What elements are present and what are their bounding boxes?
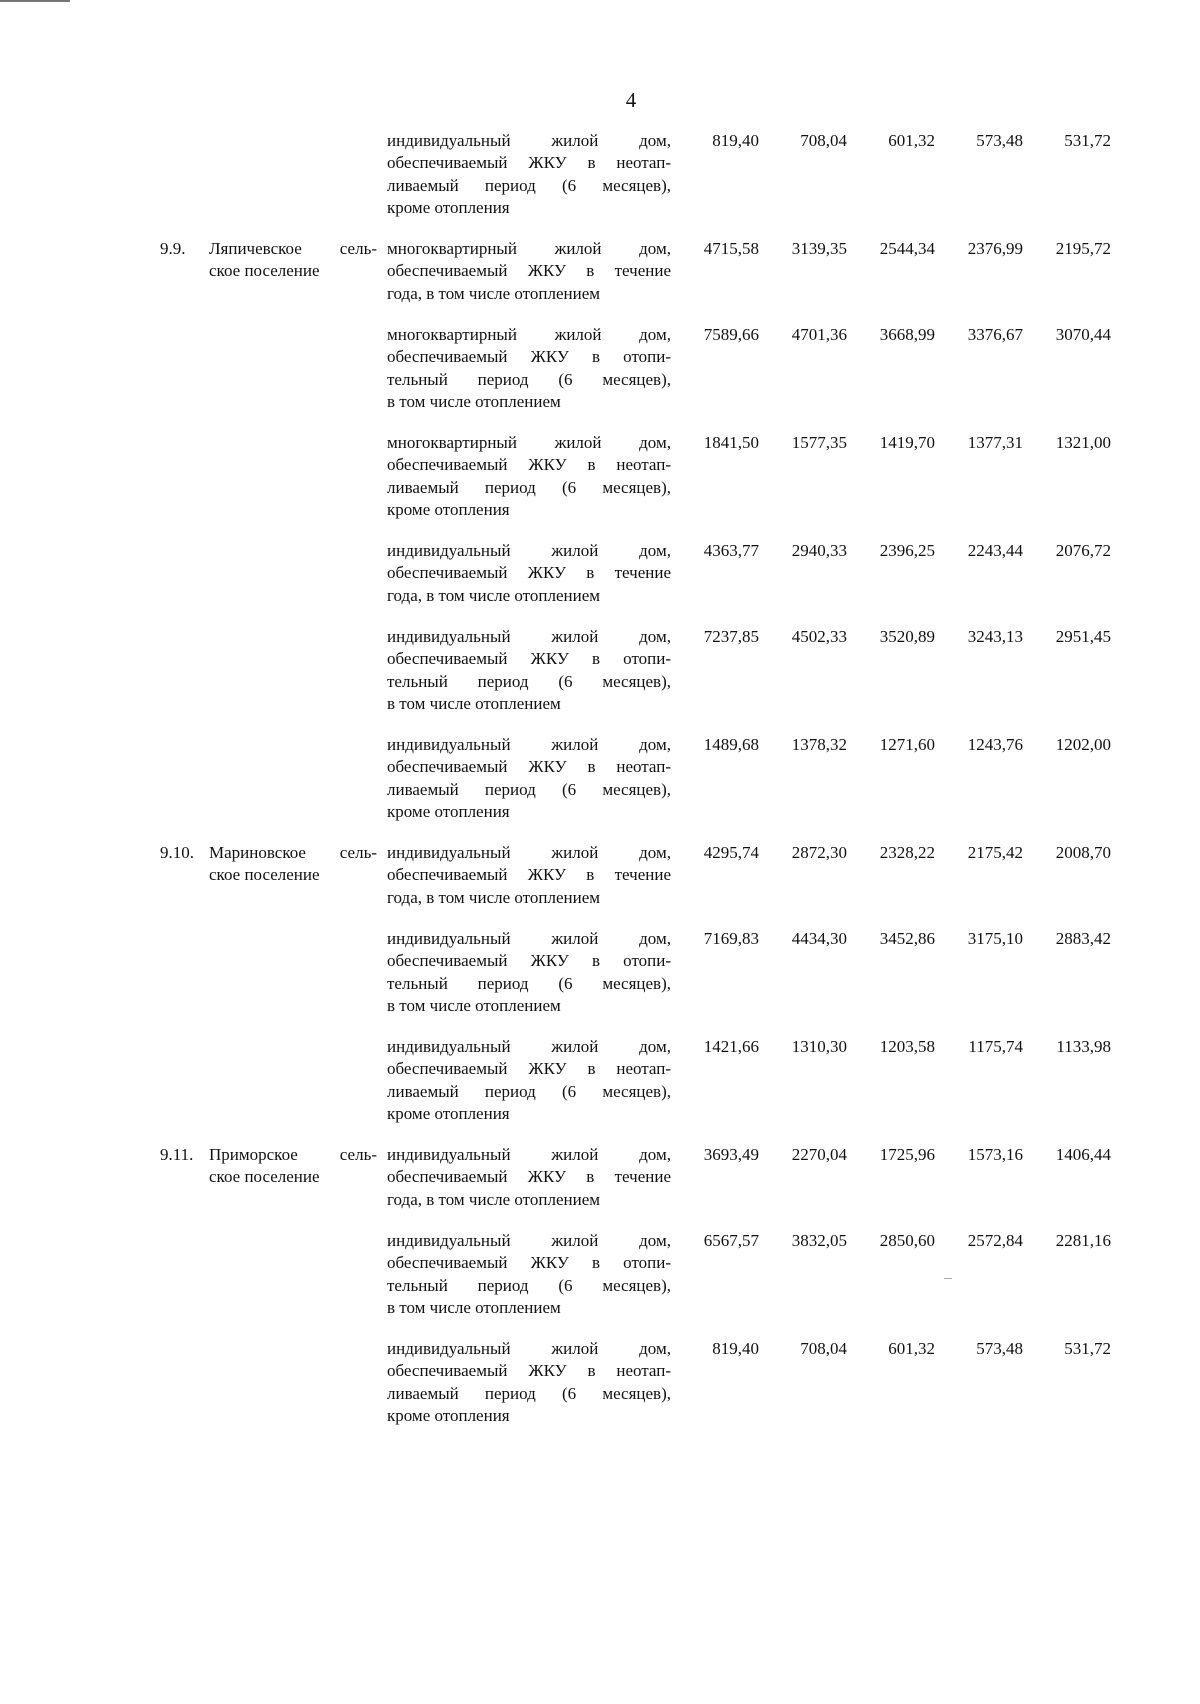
- scan-speck: [944, 1278, 952, 1279]
- table-row: [0, 1338, 1200, 1446]
- housing-description: [387, 1144, 671, 1211]
- tariff-value-col-3: 1725,96: [879, 1145, 935, 1164]
- description-line: индивидуальный жилой дом,: [387, 541, 671, 560]
- tariff-value-col-1: 7237,85: [703, 627, 759, 646]
- description-line: в том числе отоплением: [387, 1297, 561, 1317]
- description-line: ливаемый период (6 месяцев),: [387, 1081, 671, 1101]
- tariff-value-col-1: 1841,50: [703, 433, 759, 452]
- tariff-value-col-2: 3139,35: [791, 239, 847, 258]
- tariff-value-col-1: 1489,68: [703, 735, 759, 754]
- description-line: в том числе отоплением: [387, 391, 561, 411]
- description-line: многоквартирный жилой дом,: [387, 239, 671, 258]
- tariff-value-col-3: 2544,34: [879, 239, 935, 258]
- tariff-value-col-5: 1406,44: [1055, 1145, 1111, 1164]
- tariff-value-col-1: 7589,66: [703, 325, 759, 344]
- housing-description: [387, 432, 671, 521]
- tariff-value-col-4: 2376,99: [967, 239, 1023, 258]
- description-line: обеспечиваемый ЖКУ в отопи-: [387, 347, 671, 367]
- description-line: индивидуальный жилой дом,: [387, 131, 671, 150]
- description-line: индивидуальный жилой дом,: [387, 1037, 671, 1056]
- description-line: кроме отопления: [387, 801, 510, 821]
- tariff-table: [0, 130, 1200, 1446]
- description-line: года, в том числе отоплением: [387, 1189, 600, 1209]
- housing-description: [387, 238, 671, 305]
- tariff-value-col-5: 1202,00: [1055, 735, 1111, 754]
- tariff-value-col-1: 4363,77: [703, 541, 759, 560]
- tariff-value-col-3: 601,32: [888, 1339, 935, 1358]
- tariff-value-col-5: 531,72: [1064, 1339, 1111, 1358]
- description-line: индивидуальный жилой дом,: [387, 929, 671, 948]
- tariff-value-col-3: 1271,60: [879, 735, 935, 754]
- table-row: [0, 540, 1200, 626]
- description-line: индивидуальный жилой дом,: [387, 735, 671, 754]
- description-line: обеспечиваемый ЖКУ в неотап-: [387, 455, 671, 475]
- tariff-value-col-4: 3243,13: [967, 627, 1023, 646]
- housing-description: [387, 1230, 671, 1319]
- description-line: кроме отопления: [387, 1405, 510, 1425]
- tariff-value-col-4: 2243,44: [967, 541, 1023, 560]
- scan-edge-mark: [0, 0, 70, 2]
- description-line: года, в том числе отоплением: [387, 585, 600, 605]
- description-line: в том числе отоплением: [387, 693, 561, 713]
- tariff-value-col-2: 4502,33: [791, 627, 847, 646]
- tariff-value-col-4: 2572,84: [967, 1231, 1023, 1250]
- description-line: обеспечиваемый ЖКУ в отопи-: [387, 951, 671, 971]
- settlement-number: 9.9.: [160, 239, 186, 258]
- table-row: [0, 734, 1200, 842]
- tariff-value-col-2: 708,04: [800, 131, 847, 150]
- description-line: обеспечиваемый ЖКУ в отопи-: [387, 1253, 671, 1273]
- description-line: тельный период (6 месяцев),: [387, 973, 671, 993]
- table-row: [0, 928, 1200, 1036]
- description-line: в том числе отоплением: [387, 995, 561, 1015]
- housing-description: [387, 928, 671, 1017]
- tariff-value-col-3: 2850,60: [879, 1231, 935, 1250]
- description-line: обеспечиваемый ЖКУ в неотап-: [387, 1361, 671, 1381]
- tariff-value-col-3: 2396,25: [879, 541, 935, 560]
- table-row: [0, 432, 1200, 540]
- description-line: кроме отопления: [387, 499, 510, 519]
- tariff-value-col-3: 3520,89: [879, 627, 935, 646]
- settlement-name: Мариновское сель- ское поселение: [209, 843, 377, 884]
- housing-description: [387, 1036, 671, 1125]
- table-row: [0, 238, 1200, 324]
- table-row: [0, 626, 1200, 734]
- description-line: обеспечиваемый ЖКУ в неотап-: [387, 153, 671, 173]
- settlement-name: Ляпичевское сель- ское поселение: [209, 239, 377, 280]
- housing-description: [387, 324, 671, 413]
- housing-description: [387, 842, 671, 909]
- tariff-value-col-2: 708,04: [800, 1339, 847, 1358]
- tariff-value-col-2: 4701,36: [791, 325, 847, 344]
- tariff-value-col-2: 2270,04: [791, 1145, 847, 1164]
- description-line: индивидуальный жилой дом,: [387, 843, 671, 862]
- tariff-value-col-5: 3070,44: [1055, 325, 1111, 344]
- tariff-value-col-1: 3693,49: [703, 1145, 759, 1164]
- settlement-number: 9.11.: [160, 1145, 194, 1164]
- tariff-value-col-1: 6567,57: [703, 1231, 759, 1250]
- housing-description: [387, 734, 671, 823]
- tariff-value-col-3: 3668,99: [879, 325, 935, 344]
- tariff-value-col-5: 2951,45: [1055, 627, 1111, 646]
- tariff-value-col-2: 3832,05: [791, 1231, 847, 1250]
- tariff-value-col-4: 2175,42: [967, 843, 1023, 862]
- description-line: кроме отопления: [387, 197, 510, 217]
- tariff-value-col-4: 573,48: [976, 131, 1023, 150]
- tariff-value-col-4: 1175,74: [968, 1037, 1023, 1056]
- tariff-value-col-4: 1377,31: [967, 433, 1023, 452]
- description-line: многоквартирный жилой дом,: [387, 433, 671, 452]
- description-line: обеспечиваемый ЖКУ в течение: [387, 261, 671, 281]
- housing-description: [387, 1338, 671, 1427]
- description-line: обеспечиваемый ЖКУ в неотап-: [387, 1059, 671, 1079]
- tariff-value-col-5: 2195,72: [1055, 239, 1111, 258]
- tariff-value-col-1: 819,40: [712, 131, 759, 150]
- description-line: года, в том числе отоплением: [387, 887, 600, 907]
- tariff-value-col-1: 1421,66: [703, 1037, 759, 1056]
- description-line: ливаемый период (6 месяцев),: [387, 175, 671, 195]
- tariff-value-col-5: 1133,98: [1056, 1037, 1111, 1056]
- tariff-value-col-4: 1243,76: [967, 735, 1023, 754]
- tariff-value-col-3: 2328,22: [879, 843, 935, 862]
- table-row: [0, 1230, 1200, 1338]
- description-line: индивидуальный жилой дом,: [387, 627, 671, 646]
- tariff-value-col-4: 573,48: [976, 1339, 1023, 1358]
- description-line: обеспечиваемый ЖКУ в течение: [387, 1167, 671, 1187]
- table-row: [0, 1036, 1200, 1144]
- tariff-value-col-2: 2872,30: [791, 843, 847, 862]
- description-line: обеспечиваемый ЖКУ в неотап-: [387, 757, 671, 777]
- tariff-value-col-1: 819,40: [712, 1339, 759, 1358]
- tariff-value-col-2: 1310,30: [791, 1037, 847, 1056]
- tariff-value-col-4: 1573,16: [967, 1145, 1023, 1164]
- description-line: тельный период (6 месяцев),: [387, 671, 671, 691]
- housing-description: [387, 626, 671, 715]
- housing-description: [387, 540, 671, 607]
- tariff-value-col-5: 531,72: [1064, 131, 1111, 150]
- description-line: индивидуальный жилой дом,: [387, 1231, 671, 1250]
- description-line: обеспечиваемый ЖКУ в отопи-: [387, 649, 671, 669]
- settlement-name: Приморское сель- ское поселение: [209, 1145, 377, 1186]
- description-line: индивидуальный жилой дом,: [387, 1145, 671, 1164]
- description-line: обеспечиваемый ЖКУ в течение: [387, 865, 671, 885]
- tariff-value-col-3: 601,32: [888, 131, 935, 150]
- tariff-value-col-2: 4434,30: [791, 929, 847, 948]
- tariff-value-col-2: 1378,32: [791, 735, 847, 754]
- tariff-value-col-5: 2281,16: [1055, 1231, 1111, 1250]
- description-line: ливаемый период (6 месяцев),: [387, 477, 671, 497]
- description-line: кроме отопления: [387, 1103, 510, 1123]
- table-row: [0, 324, 1200, 432]
- tariff-value-col-4: 3376,67: [967, 325, 1023, 344]
- description-line: ливаемый период (6 месяцев),: [387, 779, 671, 799]
- settlement-number: 9.10.: [160, 843, 194, 862]
- table-row: [0, 1144, 1200, 1230]
- tariff-value-col-4: 3175,10: [967, 929, 1023, 948]
- page-number: 4: [625, 88, 637, 112]
- tariff-value-col-1: 7169,83: [703, 929, 759, 948]
- tariff-value-col-3: 1203,58: [879, 1037, 935, 1056]
- tariff-value-col-1: 4715,58: [703, 239, 759, 258]
- table-row: [0, 842, 1200, 928]
- description-line: тельный период (6 месяцев),: [387, 1275, 671, 1295]
- tariff-value-col-2: 2940,33: [791, 541, 847, 560]
- tariff-value-col-5: 2008,70: [1055, 843, 1111, 862]
- tariff-value-col-3: 3452,86: [879, 929, 935, 948]
- description-line: тельный период (6 месяцев),: [387, 369, 671, 389]
- description-line: многоквартирный жилой дом,: [387, 325, 671, 344]
- housing-description: [387, 130, 671, 219]
- tariff-value-col-2: 1577,35: [791, 433, 847, 452]
- table-row: [0, 130, 1200, 238]
- tariff-value-col-3: 1419,70: [879, 433, 935, 452]
- description-line: ливаемый период (6 месяцев),: [387, 1383, 671, 1403]
- tariff-value-col-5: 2076,72: [1055, 541, 1111, 560]
- description-line: обеспечиваемый ЖКУ в течение: [387, 563, 671, 583]
- tariff-value-col-1: 4295,74: [703, 843, 759, 862]
- tariff-value-col-5: 2883,42: [1055, 929, 1111, 948]
- tariff-value-col-5: 1321,00: [1055, 433, 1111, 452]
- description-line: индивидуальный жилой дом,: [387, 1339, 671, 1358]
- description-line: года, в том числе отоплением: [387, 283, 600, 303]
